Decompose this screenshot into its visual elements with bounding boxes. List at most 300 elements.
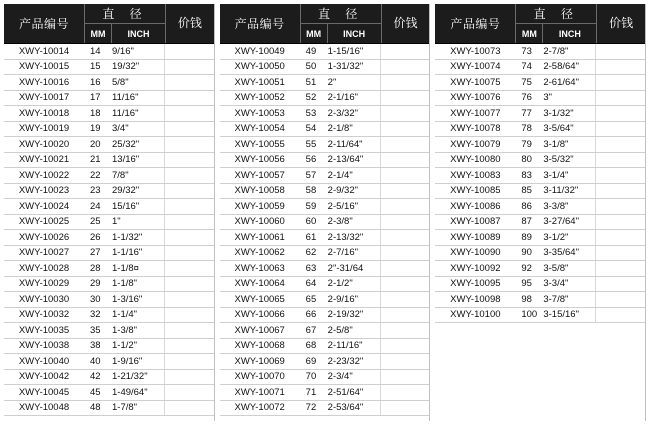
mm-cell: 48 [90, 402, 101, 414]
inch-cell: 2-3/4" [327, 371, 353, 383]
table-row [220, 292, 430, 308]
mm-cell: 59 [305, 200, 317, 212]
inch-cell: 29/32" [112, 185, 140, 197]
table-row [4, 401, 214, 417]
inch-header: INCH [542, 24, 596, 43]
inch-cell: 3" [543, 92, 552, 104]
table-row [4, 168, 214, 184]
inch-cell: 2"-31/64 [327, 262, 364, 274]
mm-cell: 86 [521, 200, 532, 212]
table-row [4, 137, 214, 153]
inch-cell: 2-19/32" [327, 309, 364, 321]
inch-cell: 1-1/32" [112, 231, 143, 243]
mm-cell: 42 [90, 371, 101, 383]
table-header [435, 4, 645, 44]
product-code-cell: XWY-10054 [234, 123, 285, 135]
price-cell [164, 323, 214, 338]
mm-cell: 72 [305, 402, 317, 414]
table-row [220, 122, 430, 138]
table-row [435, 60, 645, 76]
table-row [4, 246, 214, 262]
price-cell [164, 75, 214, 90]
table-row [4, 230, 214, 246]
price-cell [595, 184, 645, 199]
table-row [4, 277, 214, 293]
product-code-cell: XWY-10089 [450, 231, 501, 243]
price-cell [380, 385, 430, 400]
table-row [220, 168, 430, 184]
price-header: 价钱 [381, 4, 430, 43]
price-header: 价钱 [596, 4, 645, 43]
table-row [4, 261, 214, 277]
inch-cell: 2-13/64" [327, 154, 364, 166]
table-row [220, 91, 430, 107]
price-cell [164, 168, 214, 183]
price-cell [164, 122, 214, 137]
inch-cell: 3-1/4" [543, 169, 569, 181]
mm-cell: 24 [90, 200, 101, 212]
mm-cell: 22 [90, 169, 101, 181]
mm-cell: 85 [521, 185, 532, 197]
diameter-header [515, 4, 596, 43]
inch-cell: 2-53/64" [327, 402, 364, 414]
inch-cell: 1-15/16" [327, 45, 364, 57]
product-code-cell: XWY-10056 [234, 154, 285, 166]
price-cell [380, 354, 430, 369]
inch-cell: 2-61/64" [543, 76, 579, 88]
product-code-cell: XWY-10083 [450, 169, 501, 181]
product-code-cell: XWY-10018 [18, 107, 70, 119]
table-row [220, 277, 430, 293]
table-row [220, 137, 430, 153]
product-code-cell: XWY-10027 [18, 247, 70, 259]
table-row [435, 215, 645, 231]
product-code-cell: XWY-10015 [18, 61, 70, 73]
table-row [220, 246, 430, 262]
product-code-cell: XWY-10021 [18, 154, 70, 166]
mm-cell: 80 [521, 154, 532, 166]
mm-header: MM [306, 28, 322, 39]
inch-cell: 25/32" [112, 138, 140, 150]
price-cell [380, 44, 430, 59]
table-block-2 [220, 4, 431, 421]
inch-cell: 2-11/16" [327, 340, 363, 352]
inch-cell: 2-13/32" [327, 231, 364, 243]
mm-cell: 62 [305, 247, 317, 259]
product-code-cell: XWY-10078 [450, 123, 501, 135]
inch-cell: 2-9/16" [327, 293, 358, 305]
table-row [4, 91, 214, 107]
mm-cell: 18 [90, 107, 101, 119]
table-row [435, 75, 645, 91]
product-code-cell: XWY-10085 [450, 185, 501, 197]
price-cell [380, 91, 430, 106]
mm-cell: 77 [521, 107, 532, 119]
product-code-cell: XWY-10049 [234, 45, 285, 57]
price-cell [595, 75, 645, 90]
mm-cell: 87 [521, 216, 532, 228]
price-cell [595, 230, 645, 245]
product-code-cell: XWY-10025 [18, 216, 70, 228]
inch-cell: 1-3/8" [112, 324, 138, 336]
mm-cell: 21 [90, 154, 101, 166]
price-cell [164, 184, 214, 199]
price-cell [595, 91, 645, 106]
price-cell [164, 60, 214, 75]
product-code-cell: XWY-10050 [234, 61, 285, 73]
table-row [4, 199, 214, 215]
table-row [435, 385, 645, 401]
product-code-cell: XWY-10042 [18, 371, 70, 383]
table-row [220, 261, 430, 277]
mm-cell: 14 [90, 45, 101, 57]
price-cell [164, 339, 214, 354]
mm-header: MM [90, 28, 106, 39]
price-cell [380, 106, 430, 121]
mm-cell: 23 [90, 185, 101, 197]
table-row [435, 122, 645, 138]
table-row [4, 75, 214, 91]
mm-cell: 45 [90, 386, 101, 398]
price-cell [380, 199, 430, 214]
mm-cell: 68 [305, 340, 317, 352]
price-cell [380, 60, 430, 75]
table-row [435, 246, 645, 262]
price-sheet [4, 4, 646, 421]
inch-cell: 3-7/8" [543, 293, 569, 305]
mm-cell: 50 [305, 61, 317, 73]
inch-cell: 9/16" [112, 45, 134, 57]
mm-cell: 56 [305, 154, 317, 166]
mm-cell: 65 [305, 293, 317, 305]
table-row [4, 370, 214, 386]
inch-cell: 2-23/32" [327, 355, 364, 367]
table-body [435, 44, 645, 421]
diameter-label: 直 径 [301, 4, 381, 24]
mm-cell: 95 [521, 278, 532, 290]
table-row [4, 339, 214, 355]
product-code-cell: XWY-10062 [234, 247, 285, 259]
mm-cell: 71 [305, 386, 317, 398]
mm-cell: 26 [90, 231, 101, 243]
table-header [220, 4, 430, 44]
mm-cell: 53 [305, 107, 317, 119]
product-code-cell: XWY-10017 [18, 92, 70, 104]
inch-cell: 11/16" [112, 92, 139, 104]
table-row [435, 44, 645, 60]
product-code-cell: XWY-10061 [234, 231, 285, 243]
price-cell [164, 137, 214, 152]
product-code-cell: XWY-10095 [450, 278, 501, 290]
price-cell [380, 246, 430, 261]
mm-cell: 58 [305, 185, 317, 197]
table-row [4, 292, 214, 308]
price-cell [380, 339, 430, 354]
table-row [220, 230, 430, 246]
table-row [4, 385, 214, 401]
inch-cell: 2-11/64" [327, 138, 363, 150]
inch-cell: 1-1/8" [112, 278, 138, 290]
product-code-cell: XWY-10026 [18, 231, 70, 243]
product-code-cell: XWY-10014 [18, 45, 70, 57]
table-row [220, 60, 430, 76]
price-cell [595, 292, 645, 307]
inch-cell: 1-1/2" [112, 340, 138, 352]
price-cell [380, 137, 430, 152]
price-cell [380, 261, 430, 276]
inch-cell: 2-51/64" [327, 386, 364, 398]
price-cell [164, 106, 214, 121]
price-cell [380, 323, 430, 338]
inch-cell: 1-1/4" [112, 309, 138, 321]
mm-cell: 52 [305, 92, 317, 104]
price-cell [164, 230, 214, 245]
product-code-cell: XWY-10092 [450, 262, 501, 274]
price-cell [164, 44, 214, 59]
product-code-cell: XWY-10058 [234, 185, 285, 197]
inch-cell: 13/16" [112, 154, 140, 166]
table-row [4, 323, 214, 339]
mm-cell: 67 [305, 324, 317, 336]
price-cell [380, 184, 430, 199]
product-code-cell: XWY-10020 [18, 138, 70, 150]
mm-cell: 90 [521, 247, 532, 259]
mm-cell: 28 [90, 262, 101, 274]
inch-cell: 1-1/8¤ [112, 262, 139, 274]
inch-cell: 7/8" [112, 169, 129, 181]
product-code-cell: XWY-10052 [234, 92, 285, 104]
table-row [435, 308, 645, 324]
table-row [220, 385, 430, 401]
inch-cell: 2-7/8" [543, 45, 569, 57]
mm-cell: 19 [90, 123, 101, 135]
inch-cell: 3-27/64" [543, 216, 579, 228]
price-cell [164, 292, 214, 307]
inch-cell: 5/8" [112, 76, 129, 88]
mm-cell: 32 [90, 309, 101, 321]
price-cell [595, 122, 645, 137]
table-row [4, 60, 214, 76]
product-code-cell: XWY-10022 [18, 169, 70, 181]
inch-header: INCH [111, 24, 165, 43]
product-code-cell: XWY-10077 [450, 107, 501, 119]
inch-cell: 11/16" [112, 107, 139, 119]
product-code-cell: XWY-10068 [234, 340, 285, 352]
price-cell [380, 153, 430, 168]
price-cell [380, 292, 430, 307]
table-row [435, 91, 645, 107]
price-cell [595, 106, 645, 121]
mm-cell: 57 [305, 169, 317, 181]
price-cell [595, 168, 645, 183]
price-cell [380, 230, 430, 245]
mm-cell: 25 [90, 216, 101, 228]
table-row [220, 354, 430, 370]
table-row [435, 168, 645, 184]
table-row [435, 106, 645, 122]
mm-cell: 92 [521, 262, 532, 274]
mm-cell: 63 [305, 262, 317, 274]
price-cell [164, 261, 214, 276]
table-row [435, 230, 645, 246]
table-row [435, 137, 645, 153]
price-cell [595, 153, 645, 168]
table-row [4, 184, 214, 200]
product-code-cell: XWY-10048 [18, 402, 70, 414]
price-cell [164, 153, 214, 168]
inch-cell: 3-1/2" [543, 231, 569, 243]
mm-cell: 83 [521, 169, 532, 181]
inch-cell: 19/32" [112, 61, 140, 73]
product-code-cell: XWY-10030 [18, 293, 70, 305]
table-row [435, 339, 645, 355]
inch-cell: 1-9/16" [112, 355, 143, 367]
inch-cell: 2-1/8" [327, 123, 353, 135]
mm-cell: 20 [90, 138, 101, 150]
price-cell [595, 261, 645, 276]
inch-cell: 3-15/16" [543, 309, 579, 321]
product-code-cell: XWY-10060 [234, 216, 285, 228]
price-header: 价钱 [165, 4, 214, 43]
table-row [220, 308, 430, 324]
table-block-3 [435, 4, 646, 421]
price-cell [164, 215, 214, 230]
inch-cell: 1-21/32" [112, 371, 148, 383]
price-cell [595, 44, 645, 59]
table-block-1 [4, 4, 215, 421]
product-code-cell: XWY-10024 [18, 200, 70, 212]
inch-cell: 3-5/8" [543, 262, 569, 274]
mm-cell: 15 [90, 61, 101, 73]
price-cell [164, 246, 214, 261]
inch-cell: 2" [327, 76, 337, 88]
product-code-cell: XWY-10038 [18, 340, 70, 352]
mm-cell: 76 [521, 92, 532, 104]
product-code-cell: XWY-10100 [450, 309, 501, 321]
inch-cell: 2-1/2" [327, 278, 353, 290]
diameter-label: 直 径 [516, 4, 596, 24]
inch-cell: 3/4" [112, 123, 129, 135]
table-header [4, 4, 214, 44]
mm-cell: 55 [305, 138, 317, 150]
table-row [4, 354, 214, 370]
inch-cell: 1-1/16" [112, 247, 143, 259]
price-cell [380, 168, 430, 183]
price-cell [380, 401, 430, 416]
table-row [435, 261, 645, 277]
inch-cell: 15/16" [112, 200, 140, 212]
mm-cell: 29 [90, 278, 101, 290]
inch-cell: 1" [112, 216, 121, 228]
table-row [435, 370, 645, 386]
mm-cell: 61 [305, 231, 317, 243]
table-row [220, 44, 430, 60]
table-row [435, 199, 645, 215]
price-cell [164, 308, 214, 323]
table-row [4, 44, 214, 60]
mm-cell: 40 [90, 355, 101, 367]
product-code-cell: XWY-10067 [234, 324, 285, 336]
product-code-cell: XWY-10057 [234, 169, 285, 181]
product-code-header: 产品编号 [18, 17, 69, 31]
price-cell [164, 401, 214, 416]
table-row [4, 153, 214, 169]
inch-cell: 3-3/8" [543, 200, 569, 212]
mm-cell: 69 [305, 355, 317, 367]
product-code-cell: XWY-10086 [450, 200, 501, 212]
table-body [220, 44, 430, 421]
mm-header: MM [521, 28, 537, 39]
price-cell [164, 385, 214, 400]
price-cell [595, 199, 645, 214]
mm-cell: 75 [521, 76, 532, 88]
product-code-cell: XWY-10035 [18, 324, 70, 336]
inch-cell: 3-3/4" [543, 278, 569, 290]
product-code-cell: XWY-10053 [234, 107, 285, 119]
table-row [4, 122, 214, 138]
product-code-cell: XWY-10079 [450, 138, 501, 150]
mm-cell: 78 [521, 123, 532, 135]
mm-cell: 64 [305, 278, 317, 290]
product-code-cell: XWY-10074 [450, 61, 501, 73]
mm-cell: 49 [305, 45, 317, 57]
price-cell [380, 75, 430, 90]
product-code-cell: XWY-10032 [18, 309, 70, 321]
table-row [435, 153, 645, 169]
mm-cell: 60 [305, 216, 317, 228]
product-code-cell: XWY-10080 [450, 154, 501, 166]
table-row [4, 106, 214, 122]
price-cell [380, 370, 430, 385]
product-code-cell: XWY-10045 [18, 386, 70, 398]
mm-cell: 30 [90, 293, 101, 305]
table-row [435, 323, 645, 339]
diameter-label: 直 径 [85, 4, 165, 24]
product-code-cell: XWY-10028 [18, 262, 70, 274]
product-code-cell: XWY-10072 [234, 402, 285, 414]
inch-cell: 1-49/64" [112, 386, 148, 398]
inch-cell: 1-31/32" [327, 61, 364, 73]
product-code-cell: XWY-10029 [18, 278, 70, 290]
product-code-cell: XWY-10070 [234, 371, 285, 383]
price-cell [380, 277, 430, 292]
table-row [220, 215, 430, 231]
table-row [435, 354, 645, 370]
price-cell [380, 308, 430, 323]
mm-cell: 98 [521, 293, 532, 305]
inch-cell: 2-5/16" [327, 200, 358, 212]
price-cell [595, 308, 645, 323]
inch-cell: 3-5/64" [543, 123, 574, 135]
product-code-cell: XWY-10090 [450, 247, 501, 259]
table-row [220, 75, 430, 91]
table-row [220, 339, 430, 355]
table-row [4, 215, 214, 231]
table-row [435, 292, 645, 308]
mm-cell: 66 [305, 309, 317, 321]
price-cell [595, 60, 645, 75]
product-code-cell: XWY-10065 [234, 293, 285, 305]
inch-cell: 1-3/16" [112, 293, 143, 305]
mm-cell: 70 [305, 371, 317, 383]
price-cell [595, 246, 645, 261]
product-code-cell: XWY-10087 [450, 216, 501, 228]
product-code-cell: XWY-10040 [18, 355, 70, 367]
table-row [435, 401, 645, 417]
price-cell [595, 137, 645, 152]
product-code-cell: XWY-10063 [234, 262, 285, 274]
price-cell [164, 277, 214, 292]
